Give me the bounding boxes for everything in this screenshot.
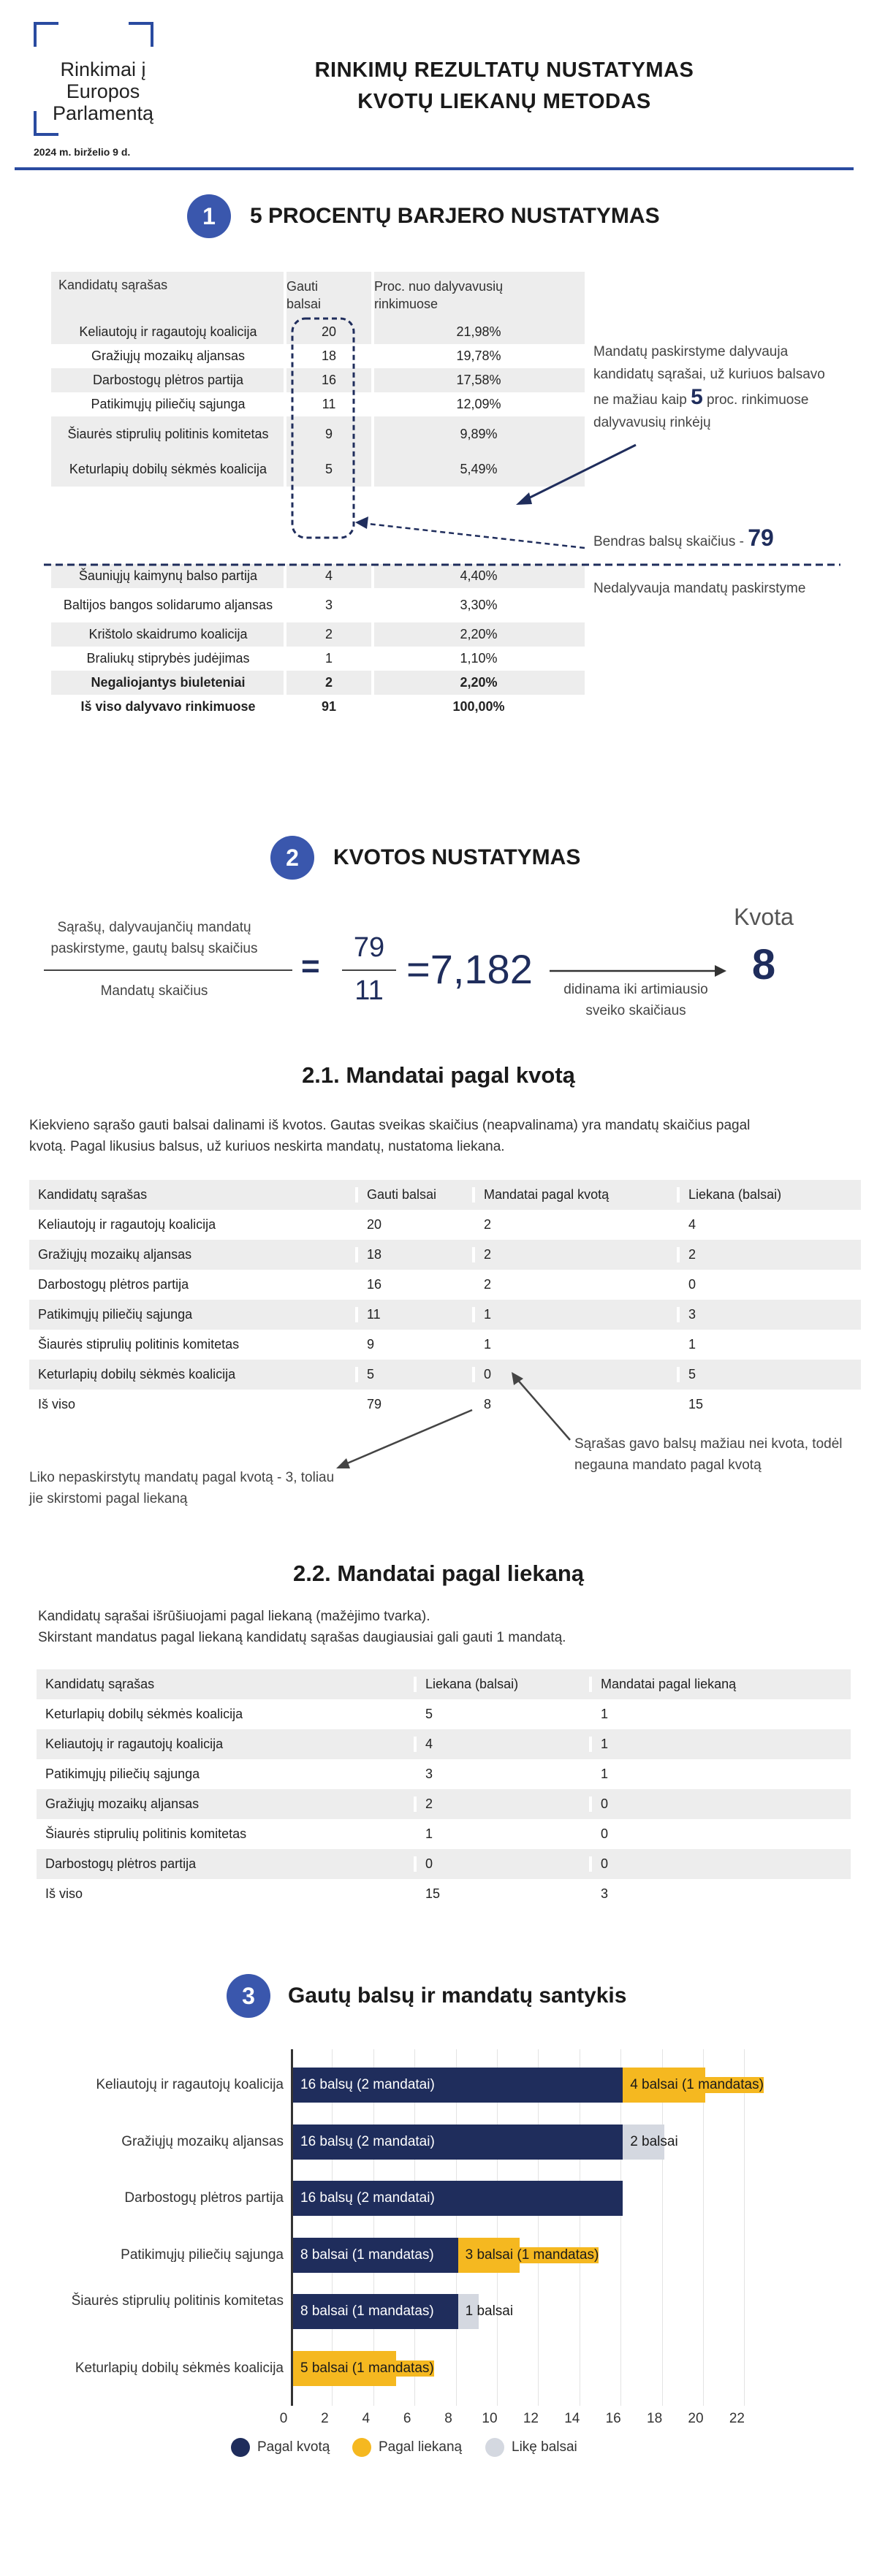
logo-date: 2024 m. birželio 9 d. [34, 146, 131, 158]
table-cell: 9 [324, 426, 333, 441]
x-tick-label: 20 [688, 2411, 704, 2426]
bar-label: 2 balsai [630, 2133, 678, 2149]
total-votes-value: 79 [748, 525, 774, 551]
table-cell: 5,49% [460, 461, 498, 476]
denominator-value: 11 [354, 975, 384, 1006]
column-header: Kandidatų sąrašas [29, 1187, 358, 1203]
gridline [703, 2049, 704, 2406]
fraction-line-left [44, 969, 292, 971]
table-row [29, 1240, 861, 1270]
table-cell: 3 [688, 1307, 696, 1322]
table-cell: 2 [688, 1247, 696, 1262]
table-cell: Baltijos bangos solidarumo aljansas [63, 598, 273, 612]
x-tick-label: 14 [564, 2411, 580, 2426]
bar-label: 1 balsai [465, 2303, 514, 2320]
bar-segment [293, 2181, 623, 2216]
bar-segment [623, 2125, 678, 2160]
unallocated-note: Liko nepaskirstytų mandatų pagal kvotą - 3, toliau jie skirstomi pagal liekaną [29, 1470, 335, 1506]
table-cell: Darbostogų plėtros partija [92, 373, 244, 387]
table-cell: 0 [688, 1277, 696, 1292]
bar-label: 3 balsai (1 mandatas) [458, 2247, 599, 2263]
column-header: Liekana (balsai) [688, 1187, 782, 1202]
page-title-line1: RINKIMŲ REZULTATŲ NUSTATYMAS [314, 58, 694, 82]
x-tick-label: 18 [647, 2411, 663, 2426]
gridline [414, 2049, 415, 2406]
total-votes-label: Bendras balsų skaičius - [593, 534, 744, 549]
table-row [29, 1300, 861, 1330]
rounding-note: didinama iki artimiausio sveiko skaičiaus [563, 982, 708, 1018]
x-tick-label: 16 [605, 2411, 621, 2426]
table-cell: 0 [417, 1856, 592, 1872]
page-title-line2: KVOTŲ LIEKANŲ METODAS [357, 90, 651, 113]
table-cell: 2 [324, 675, 333, 690]
bar-segment [293, 2068, 623, 2103]
arrowhead [355, 517, 368, 529]
table-row [29, 1270, 861, 1300]
legend-swatch-kvota [231, 2438, 250, 2457]
x-tick-label: 4 [362, 2411, 371, 2426]
table-row [37, 1729, 851, 1759]
table-cell: 2,20% [460, 675, 498, 690]
gridline [538, 2049, 539, 2406]
table-row [29, 1210, 861, 1240]
table-cell: 5 [358, 1367, 475, 1382]
table-header [29, 1180, 861, 1210]
below-quota-note: Sąrašas gavo balsų mažiau nei kvota, todėl negauna mandato pagal kvotą [574, 1436, 843, 1473]
bar-label: 4 balsai (1 mandatas) [623, 2077, 764, 2093]
arrow-left [342, 1410, 472, 1466]
table-cell: Krištolo skaidrumo koalicija [88, 627, 248, 641]
bar-label: 8 balsai (1 mandatas) [300, 2247, 434, 2263]
table-cell: 15 [688, 1397, 704, 1411]
bar-label: 16 balsų (2 mandatai) [300, 2077, 435, 2092]
legend-swatch-like [485, 2438, 504, 2457]
table-cell: Šauniųjų kaimynų balso partija [78, 568, 258, 583]
table-cell: Keliautojų ir ragautojų koalicija [79, 324, 257, 339]
fraction-line [342, 969, 396, 971]
gridline [456, 2049, 457, 2406]
quotient-value: =7,182 [406, 946, 533, 992]
gridline [662, 2049, 663, 2406]
column-header: Mandatai pagal liekaną [601, 1677, 737, 1691]
table-cell: 91 [321, 699, 337, 714]
quota-value: 8 [751, 941, 776, 988]
table-cell: 1 [601, 1707, 609, 1721]
legend-label: Pagal liekaną [379, 2439, 463, 2455]
logo-line: Parlamentą [52, 102, 154, 124]
bar-segment [293, 2294, 458, 2329]
table-cell: 1 [475, 1307, 680, 1322]
bar-segment [293, 2351, 434, 2386]
table-cell: 79 [358, 1397, 475, 1412]
table-cell: 0 [601, 1796, 609, 1811]
total-votes [593, 527, 774, 552]
table-cell: 100,00% [452, 699, 505, 714]
table-cell: Patikimųjų piliečių sąjunga [37, 1767, 417, 1782]
column-header: Liekana (balsai) [417, 1677, 592, 1692]
table-row [37, 1819, 851, 1849]
table-row [37, 1879, 851, 1909]
table-cell: 0 [601, 1826, 609, 1841]
table-cell: 21,98% [456, 324, 501, 339]
table-row [37, 1789, 851, 1819]
x-tick-label: 2 [321, 2411, 329, 2426]
gridline [744, 2049, 745, 2406]
table-cell: 12,09% [456, 397, 501, 411]
table-cell: 0 [601, 1856, 609, 1871]
section-number-badge: 3 [227, 1974, 270, 2018]
category-label: Keturlapių dobilų sėkmės koalicija [75, 2360, 284, 2376]
table-cell: 18 [321, 348, 337, 363]
table-row [37, 1759, 851, 1789]
table-cell: 20 [321, 324, 337, 339]
table-cell: 1,10% [460, 651, 498, 666]
table-cell: Gražiųjų mozaikų aljansas [37, 1796, 417, 1812]
arrow-to-table [523, 445, 636, 501]
table-cell: 0 [475, 1367, 680, 1382]
table-cell: 16 [321, 373, 337, 387]
table-cell: 1 [601, 1737, 609, 1751]
table-cell: 1 [601, 1767, 609, 1781]
table-cell: Darbostogų plėtros partija [29, 1277, 358, 1292]
table-cell: 8 [475, 1397, 680, 1412]
table-cell: 3,30% [460, 598, 498, 612]
table-cell: 2 [324, 627, 333, 641]
table-cell: Iš viso dalyvavo rinkimuose [80, 699, 256, 714]
table-cell: 18 [358, 1247, 475, 1262]
table-cell: Patikimųjų piliečių sąjunga [91, 397, 246, 411]
participation-note [593, 340, 835, 434]
note-number: 5 [691, 385, 703, 409]
table-cell: 5 [417, 1707, 592, 1722]
table-cell: 3 [417, 1767, 592, 1782]
category-label: Keliautojų ir ragautojų koalicija [96, 2077, 284, 2092]
passing-votes-outline [292, 319, 354, 538]
x-tick-label: 0 [279, 2411, 288, 2426]
table-cell: 11 [358, 1307, 475, 1322]
table-cell: 16 [358, 1277, 475, 1292]
gridline [620, 2049, 621, 2406]
bar-segment [623, 2068, 764, 2103]
table-cell: 15 [417, 1886, 592, 1902]
section-title: 5 PROCENTŲ BARJERO NUSTATYMAS [250, 204, 660, 228]
table-cell: 3 [601, 1886, 609, 1901]
category-label: Darbostogų plėtros partija [124, 2190, 284, 2206]
legend-label: Pagal kvotą [257, 2439, 330, 2455]
subsection-title: 2.2. Mandatai pagal liekaną [293, 1561, 584, 1586]
numerator-label: Sąrašų, dalyvaujančių mandatų paskirstyme, gautų balsų skaičius [50, 920, 258, 956]
column-header: Mandatai pagal kvotą [475, 1187, 680, 1203]
column-header: Kandidatų sąrašas [58, 278, 168, 292]
subsection-intro: Kiekvieno sąrašo gauti balsai dalinami iš kvotos. Gautas sveikas skaičius (neapvalinama) yra mandatų skaičius pagal kvotą. Pagal likusius balsus, už kuriuos neskirta mandatų, nustatoma liekana. [29, 1118, 751, 1154]
table-cell: Keliautojų ir ragautojų koalicija [29, 1217, 358, 1232]
bar-label: 5 balsai (1 mandatas) [293, 2360, 434, 2377]
arrow-to-outline [362, 523, 585, 548]
table-cell: 9 [358, 1337, 475, 1352]
bar-segment [458, 2238, 599, 2273]
x-tick-label: 10 [482, 2411, 498, 2426]
column-header: Kandidatų sąrašas [37, 1677, 417, 1692]
table-cell: 2,20% [460, 627, 498, 641]
subsection-intro: Kandidatų sąrašai išrūšiuojami pagal liekaną (mažėjimo tvarka). [38, 1609, 430, 1624]
section-number-badge: 2 [270, 836, 314, 880]
table-cell: 2 [475, 1217, 680, 1232]
table-cell: 1 [475, 1337, 680, 1352]
column-header: Gauti balsai [358, 1187, 475, 1203]
x-tick-label: 6 [403, 2411, 411, 2426]
note-text: Mandatų paskirstyme dalyvauja kandidatų sąrašai, už kuriuos balsavo ne mažiau kaip [593, 344, 825, 408]
legend-label: Likę balsai [512, 2439, 577, 2455]
table-cell: 3 [324, 598, 333, 612]
table-cell: 19,78% [456, 348, 501, 363]
table-cell: 2 [475, 1277, 680, 1292]
logo-line: Rinkimai į [60, 58, 146, 80]
table-cell: 4 [417, 1737, 592, 1752]
gridline [497, 2049, 498, 2406]
arrow-right [516, 1378, 570, 1440]
category-label: Gražiųjų mozaikų aljansas [121, 2133, 284, 2149]
note-text: proc. rinkimuose dalyvavusių rinkėjų [593, 392, 809, 430]
numerator-value: 79 [353, 932, 385, 963]
table-cell: 4 [688, 1217, 696, 1232]
table-cell: Negaliojantys biuleteniai [91, 675, 246, 690]
table-cell: 2 [475, 1247, 680, 1262]
table-cell: Keturlapių dobilų sėkmės koalicija [69, 461, 267, 476]
subsection-intro: Skirstant mandatus pagal liekaną kandidatų sąrašas daugiausiai gali gauti 1 mandatą. [38, 1630, 566, 1645]
table-cell: Šiaurės stiprulių politinis komitetas [37, 1826, 417, 1842]
table-header [37, 1669, 851, 1699]
section-title: Gautų balsų ir mandatų santykis [288, 1984, 627, 2008]
table-cell: Šiaurės stiprulių politinis komitetas [29, 1337, 358, 1352]
table-row [29, 1330, 861, 1360]
quota-label: Kvota [734, 904, 794, 930]
bar-segment [293, 2125, 623, 2160]
bar-label: 16 balsų (2 mandatai) [300, 2190, 435, 2206]
equals-sign: = [301, 948, 320, 984]
legend-swatch-liekana [352, 2438, 371, 2457]
table-cell: Gražiųjų mozaikų aljansas [91, 348, 246, 363]
table-cell: Keliautojų ir ragautojų koalicija [37, 1737, 417, 1752]
not-participating-note: Nedalyvauja mandatų paskirstyme [593, 581, 806, 596]
bar-segment [293, 2238, 458, 2273]
section-title: KVOTOS NUSTATYMAS [333, 845, 581, 869]
subsection-title: 2.1. Mandatai pagal kvotą [302, 1062, 575, 1088]
denominator-label: Mandatų skaičius [100, 983, 208, 999]
x-tick-label: 12 [523, 2411, 539, 2426]
bar-label: 16 balsų (2 mandatai) [300, 2133, 435, 2149]
table-cell: 9,89% [460, 426, 498, 441]
table-cell: Darbostogų plėtros partija [37, 1856, 417, 1872]
table-cell: Keturlapių dobilų sėkmės koalicija [37, 1707, 417, 1722]
table-cell: 11 [322, 397, 336, 411]
table-cell: 4,40% [460, 568, 498, 583]
table-cell: 5 [324, 461, 333, 476]
table-cell: 2 [417, 1796, 592, 1812]
column-header: Gauti balsai [286, 279, 322, 311]
table-cell: 1 [417, 1826, 592, 1842]
table-cell: 1 [688, 1337, 696, 1352]
table-cell: Iš viso [29, 1397, 358, 1412]
table-cell: Gražiųjų mozaikų aljansas [29, 1247, 358, 1262]
table-row [37, 1699, 851, 1729]
x-tick-label: 8 [444, 2411, 452, 2426]
table-cell: Patikimųjų piliečių sąjunga [29, 1307, 358, 1322]
bar-segment [458, 2294, 514, 2329]
column-header: Proc. nuo dalyvavusių rinkimuose [374, 279, 504, 311]
arrowhead [516, 492, 532, 505]
x-tick-label: 22 [729, 2411, 745, 2426]
table-cell: 1 [324, 651, 333, 666]
table-cell: Keturlapių dobilų sėkmės koalicija [29, 1367, 358, 1382]
section-number-badge: 1 [187, 194, 231, 238]
category-label: Patikimųjų piliečių sąjunga [121, 2247, 284, 2263]
table-row [37, 1849, 851, 1879]
bar-label: 8 balsai (1 mandatas) [300, 2303, 434, 2320]
category-label: Šiaurės stiprulių politinis komitetas [71, 2293, 284, 2309]
table-cell: 4 [324, 568, 333, 583]
table-cell: 5 [688, 1367, 696, 1382]
table-cell: Iš viso [37, 1886, 417, 1902]
table-cell: Braliukų stiprybės judėjimas [86, 651, 250, 666]
table-cell: Šiaurės stiprulių politinis komitetas [67, 426, 269, 441]
table-cell: 20 [358, 1217, 475, 1232]
table-cell: 17,58% [456, 373, 501, 387]
logo-line: Europos [66, 80, 140, 102]
